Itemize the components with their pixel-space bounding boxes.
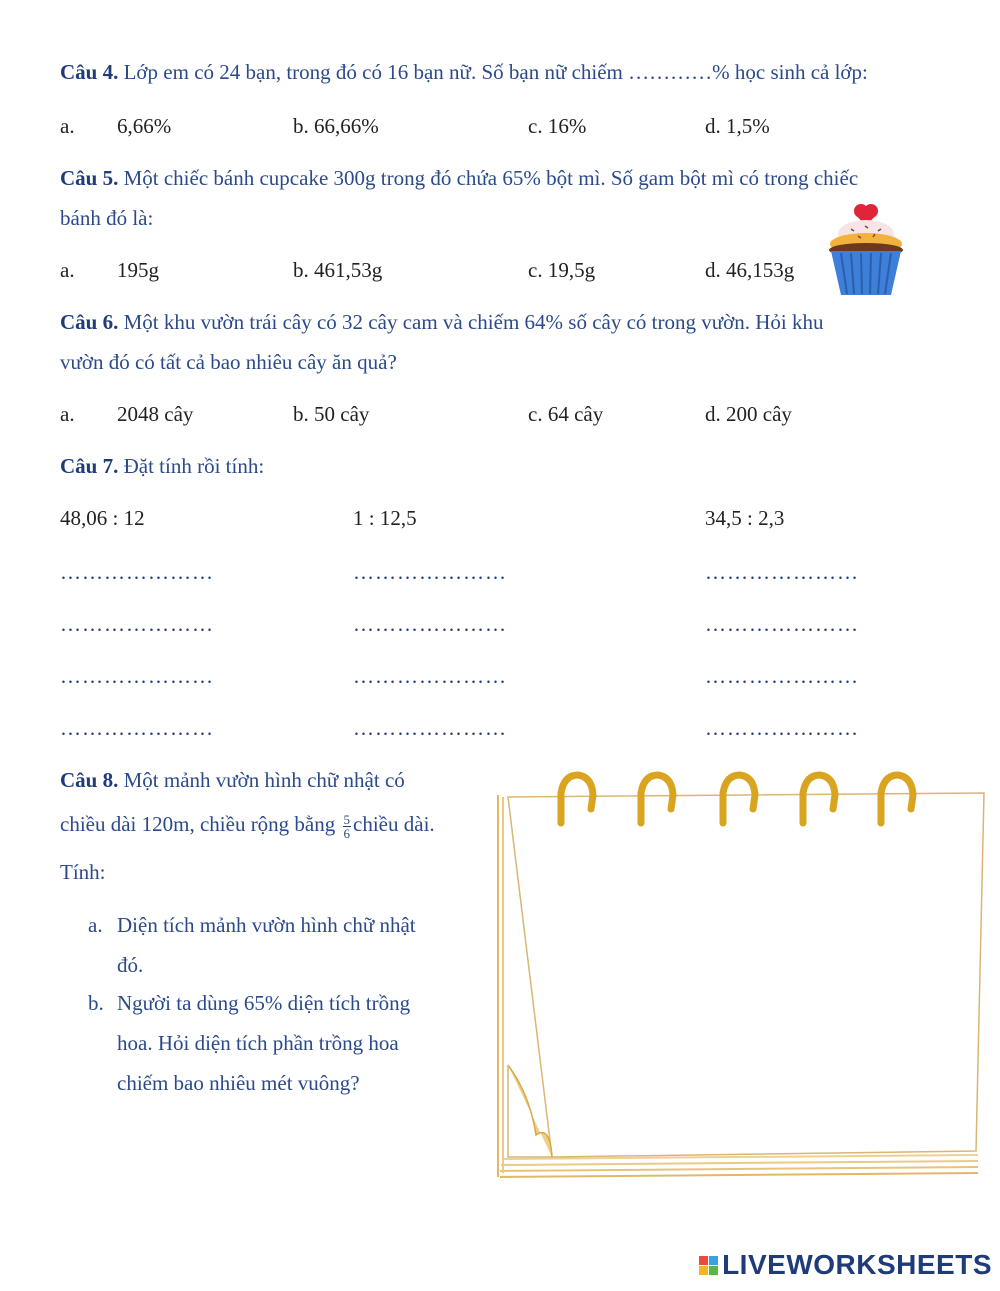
q5-option-c[interactable]: c. 19,5g	[528, 258, 596, 282]
answer-line[interactable]: …………………	[353, 716, 507, 740]
answer-line[interactable]: …………………	[705, 716, 859, 740]
q8-part-a-line2: đó.	[117, 953, 144, 977]
liveworksheets-logo	[699, 1249, 992, 1281]
fraction-five-sixths: $\frac{5}{6}$	[343, 811, 351, 841]
q8-part-b-marker: b.	[88, 991, 104, 1015]
q6-option-c[interactable]: c. 64 cây	[528, 402, 604, 426]
answer-line[interactable]: …………………	[60, 664, 214, 688]
q5-text-line2: bánh đó là:	[60, 206, 154, 230]
answer-line[interactable]: …………………	[60, 560, 214, 584]
q8-text-line3: Tính:	[60, 860, 106, 884]
q6-option-a-marker: a.	[60, 402, 75, 426]
q6-option-d[interactable]: d. 200 cây	[705, 402, 792, 426]
q4-option-a-marker: a.	[60, 114, 75, 138]
q6-label: Câu 6.	[60, 310, 119, 334]
q5-text-line1: Câu 5. Một chiếc bánh cupcake 300g trong đó chứa 65% bột mì. Số gam bột mì có trong chiếc	[60, 166, 859, 190]
answer-line[interactable]: …………………	[705, 664, 859, 688]
q4-option-b[interactable]: b. 66,66%	[293, 114, 379, 138]
q4-label: Câu 4.	[60, 60, 119, 84]
q6-text-line2: vườn đó có tất cả bao nhiêu cây ăn quả?	[60, 350, 397, 374]
notepad-answer-box[interactable]	[490, 765, 990, 1195]
q5-label: Câu 5.	[60, 166, 119, 190]
q8-part-b-line1: Người ta dùng 65% diện tích trồng	[117, 991, 411, 1015]
q8-label: Câu 8.	[60, 768, 119, 792]
q8-text-line1: Câu 8. Một mảnh vườn hình chữ nhật có	[60, 768, 405, 792]
q8-part-a-marker: a.	[88, 913, 103, 937]
q4-option-c[interactable]: c. 16%	[528, 114, 587, 138]
q4-option-a[interactable]: 6,66%	[117, 114, 172, 138]
q7-text: Câu 7. Đặt tính rồi tính:	[60, 454, 265, 478]
answer-line[interactable]: …………………	[353, 612, 507, 636]
answer-line[interactable]: …………………	[705, 560, 859, 584]
q6-option-b[interactable]: b. 50 cây	[293, 402, 370, 426]
q8-text-line2: chiều dài 120m, chiều rộng bằng $\frac{5}{6}$ chiều dài.	[60, 811, 435, 841]
q4-option-d[interactable]: d. 1,5%	[705, 114, 770, 138]
q7-expression-3: 34,5 : 2,3	[705, 506, 785, 530]
q5-option-a-marker: a.	[60, 258, 75, 282]
answer-line[interactable]: …………………	[705, 612, 859, 636]
q4-text: Câu 4. Lớp em có 24 bạn, trong đó có 16 bạn nữ. Số bạn nữ chiếm …………% học sinh cả lớp:	[60, 60, 868, 84]
logo-text: LIVEWORKSHEETS	[722, 1249, 992, 1280]
cupcake-illustration	[825, 198, 907, 298]
q6-option-a[interactable]: 2048 cây	[117, 402, 194, 426]
answer-line[interactable]: …………………	[353, 560, 507, 584]
q7-expression-2: 1 : 12,5	[353, 506, 417, 530]
q8-part-a-line1: Diện tích mảnh vườn hình chữ nhật	[117, 913, 416, 937]
q7-expression-1: 48,06 : 12	[60, 506, 145, 530]
liveworksheets-icon	[699, 1256, 718, 1275]
answer-line[interactable]: …………………	[353, 664, 507, 688]
q8-part-b-line3: chiếm bao nhiêu mét vuông?	[117, 1071, 360, 1095]
q7-label: Câu 7.	[60, 454, 119, 478]
answer-line[interactable]: …………………	[60, 716, 214, 740]
q8-part-b-line2: hoa. Hỏi diện tích phần trồng hoa	[117, 1031, 399, 1055]
answer-line[interactable]: …………………	[60, 612, 214, 636]
q5-option-d[interactable]: d. 46,153g	[705, 258, 795, 282]
q5-option-b[interactable]: b. 461,53g	[293, 258, 383, 282]
q6-text-line1: Câu 6. Một khu vườn trái cây có 32 cây cam và chiếm 64% số cây có trong vườn. Hỏi khu	[60, 310, 824, 334]
q5-option-a[interactable]: 195g	[117, 258, 159, 282]
